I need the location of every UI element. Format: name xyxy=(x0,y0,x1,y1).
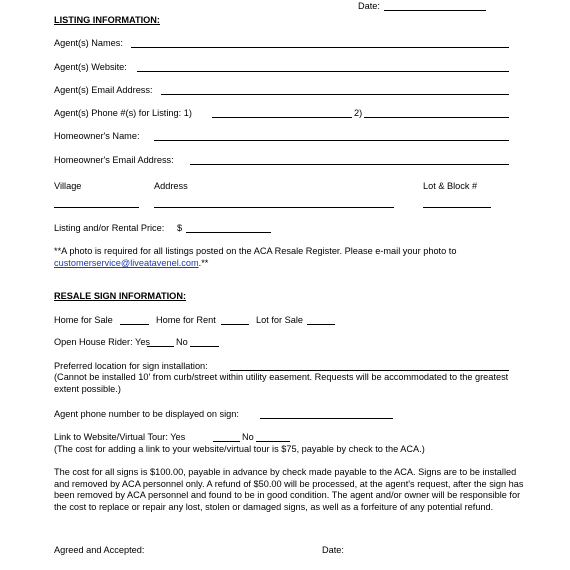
footer-date-label: Date: xyxy=(322,545,344,555)
agent-phone-display-field[interactable] xyxy=(260,418,393,419)
village-column-label: Village xyxy=(54,181,82,191)
link-no-field[interactable] xyxy=(256,441,290,442)
price-label: Listing and/or Rental Price: xyxy=(54,223,165,233)
address-field[interactable] xyxy=(154,207,394,208)
address-column-label: Address xyxy=(154,181,188,191)
photo-note-end: .** xyxy=(198,258,209,268)
phone-2-field[interactable] xyxy=(364,117,509,118)
phone-label: Agent(s) Phone #(s) for Listing: 1) xyxy=(54,108,192,118)
agents-website-label: Agent(s) Website: xyxy=(54,62,127,72)
agents-names-label: Agent(s) Names: xyxy=(54,38,123,48)
lot-for-sale-label: Lot for Sale xyxy=(256,315,303,325)
home-for-rent-label: Home for Rent xyxy=(156,315,216,325)
agent-phone-display-label: Agent phone number to be displayed on sign: xyxy=(54,409,239,419)
link-yes-field[interactable] xyxy=(213,441,240,442)
home-for-sale-field[interactable] xyxy=(120,324,149,325)
village-field[interactable] xyxy=(54,207,139,208)
homeowners-name-field[interactable] xyxy=(154,140,509,141)
preferred-location-field[interactable] xyxy=(230,370,509,371)
date-top-field[interactable] xyxy=(384,10,486,11)
homeowners-email-label: Homeowner's Email Address: xyxy=(54,155,174,165)
photo-email-link[interactable]: customerservice@liveatavenel.com xyxy=(54,258,199,268)
open-house-no-field[interactable] xyxy=(190,346,219,347)
phone-2-label: 2) xyxy=(354,108,363,118)
phone-1-field[interactable] xyxy=(212,117,352,118)
cost-paragraph: The cost for all signs is $100.00, payable in advance by check made payable to the ACA. Signs are to be installed and removed by ACA personnel only. A refund of $50.00 will be processed, at the agent's request, after the sign has been removed by ACA personnel and found to be in good condition. The agent and/or owner will be responsible for the cost to replace or repair any lost, stolen or damaged signs, as well as a forfeiture of any potential refund. xyxy=(54,467,524,512)
sign-heading: RESALE SIGN INFORMATION: xyxy=(54,291,187,301)
link-note: (The cost for adding a link to your website/virtual tour is $75, payable by check to the ACA.) xyxy=(54,444,425,454)
preferred-location-label: Preferred location for sign installation: xyxy=(54,361,208,371)
lot-for-sale-field[interactable] xyxy=(307,324,335,325)
homeowners-email-field[interactable] xyxy=(190,164,509,165)
open-house-no-label: No xyxy=(176,337,188,347)
listing-heading: LISTING INFORMATION: xyxy=(54,15,160,25)
agents-email-label: Agent(s) Email Address: xyxy=(54,85,153,95)
lot-block-column-label: Lot & Block # xyxy=(423,181,478,191)
agents-website-field[interactable] xyxy=(137,71,509,72)
photo-note: **A photo is required for all listings posted on the ACA Resale Register. Please e-mail your photo to xyxy=(54,246,457,256)
photo-note-line-2 xyxy=(54,258,208,268)
link-no-label: No xyxy=(242,432,254,442)
location-note: (Cannot be installed 10' from curb/street within utility easement. Requests will be accommodated to the greatest extent possible.) xyxy=(54,372,509,394)
open-house-rider-label: Open House Rider: Yes xyxy=(54,337,151,347)
home-for-rent-field[interactable] xyxy=(221,324,249,325)
price-symbol: $ xyxy=(177,223,183,233)
agreed-accepted-label: Agreed and Accepted: xyxy=(54,545,145,555)
link-virtual-tour-label: Link to Website/Virtual Tour: Yes xyxy=(54,432,186,442)
lot-block-field[interactable] xyxy=(423,207,491,208)
date-top-label: Date: xyxy=(358,1,380,11)
agents-email-field[interactable] xyxy=(161,94,509,95)
price-field[interactable] xyxy=(186,232,271,233)
homeowners-name-label: Homeowner's Name: xyxy=(54,131,140,141)
open-house-yes-field[interactable] xyxy=(147,346,174,347)
home-for-sale-label: Home for Sale xyxy=(54,315,113,325)
agents-names-field[interactable] xyxy=(131,47,509,48)
